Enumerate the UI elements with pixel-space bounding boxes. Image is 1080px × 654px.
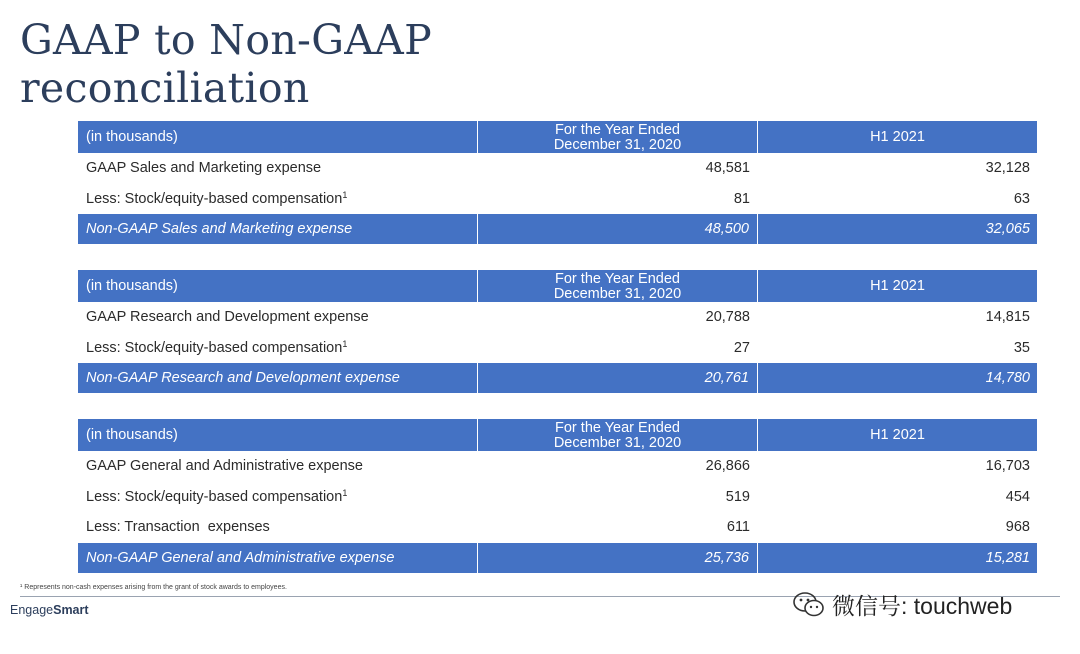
row-value-h1-2021: 16,703 — [985, 458, 1030, 475]
title-line-2: reconciliation — [20, 64, 310, 112]
header-units-label: (in thousands) — [78, 270, 478, 302]
header-year-ended-line1: For the Year Ended — [555, 419, 680, 436]
row-label-cell — [78, 488, 478, 505]
row-value-2020: 26,866 — [705, 458, 750, 475]
header-year-ended-line1: For the Year Ended — [555, 270, 680, 287]
footnote-marker: 1 — [342, 488, 348, 499]
header-h1-2021: H1 2021 — [870, 278, 925, 294]
row-label: GAAP Research and Development expense — [86, 309, 369, 326]
total-value-2020: 25,736 — [478, 543, 758, 573]
row-label: Less: Stock/equity-based compensation — [86, 340, 343, 357]
row-label: Less: Stock/equity-based compensation — [86, 489, 343, 506]
row-label-cell — [78, 190, 478, 207]
total-label: Non-GAAP Sales and Marketing expense — [78, 214, 478, 244]
table-row — [78, 512, 1037, 543]
total-row — [78, 363, 1037, 393]
header-year-ended-line1: For the Year Ended — [555, 121, 680, 138]
header-h1-2021: H1 2021 — [870, 129, 925, 145]
header-units-label: (in thousands) — [78, 121, 478, 153]
row-value-h1-2021: 63 — [1013, 190, 1030, 207]
row-label: Less: Transaction expenses — [86, 519, 270, 536]
table-header — [78, 270, 1037, 302]
title-line-1: GAAP to Non-GAAP — [20, 16, 432, 64]
row-value-2020: 611 — [726, 519, 750, 536]
table-row — [78, 184, 1037, 215]
brand-part-2: Smart — [53, 603, 89, 617]
header-year-ended-line2: December 31, 2020 — [553, 285, 682, 302]
header-year-ended-line2: December 31, 2020 — [553, 434, 682, 451]
total-value-h1-2021: 14,780 — [985, 370, 1030, 386]
row-value-h1-2021: 32,128 — [985, 160, 1030, 177]
row-label: Less: Stock/equity-based compensation — [86, 191, 343, 208]
row-value-2020: 27 — [733, 339, 750, 356]
table-row — [78, 302, 1037, 333]
header-units-label: (in thousands) — [78, 419, 478, 451]
row-value-h1-2021: 968 — [1005, 519, 1030, 536]
total-value-2020: 20,761 — [478, 363, 758, 393]
table-header — [78, 419, 1037, 451]
row-value-2020: 48,581 — [705, 160, 750, 177]
total-row — [78, 543, 1037, 573]
wechat-watermark — [792, 588, 1012, 621]
table-row — [78, 451, 1037, 482]
footnote: ¹ Represents non-cash expenses arising from the grant of stock awards to employees. — [20, 584, 287, 591]
row-value-2020: 20,788 — [705, 309, 750, 326]
reconciliation-table-general-administrative — [78, 419, 1037, 573]
header-year-ended — [478, 121, 758, 153]
watermark-text: 微信号: touchweb — [832, 593, 1013, 619]
brand-part-1: Engage — [10, 603, 54, 617]
row-label: GAAP Sales and Marketing expense — [86, 160, 322, 177]
footnote-marker: 1 — [342, 190, 348, 201]
total-label: Non-GAAP General and Administrative expense — [78, 543, 478, 573]
total-label: Non-GAAP Research and Development expense — [78, 363, 478, 393]
row-label-cell — [78, 339, 478, 356]
row-value-2020: 519 — [725, 488, 750, 505]
row-value-h1-2021: 454 — [1005, 488, 1030, 505]
header-year-ended — [478, 270, 758, 302]
reconciliation-table-sales-marketing — [78, 121, 1037, 244]
page-title — [20, 16, 432, 112]
table-row — [78, 482, 1037, 513]
reconciliation-table-research-development — [78, 270, 1037, 393]
total-row — [78, 214, 1037, 244]
total-value-h1-2021: 32,065 — [985, 221, 1030, 237]
footnote-marker: 1 — [342, 339, 348, 350]
table-header — [78, 121, 1037, 153]
row-value-h1-2021: 35 — [1013, 339, 1030, 356]
header-h1-2021: H1 2021 — [870, 427, 925, 443]
table-row — [78, 333, 1037, 364]
brand-logo — [10, 603, 89, 617]
row-value-2020: 81 — [733, 190, 750, 207]
row-label: GAAP General and Administrative expense — [86, 458, 364, 475]
total-value-h1-2021: 15,281 — [985, 549, 1030, 566]
table-row — [78, 153, 1037, 184]
header-year-ended — [478, 419, 758, 451]
wechat-icon — [792, 590, 826, 620]
row-value-h1-2021: 14,815 — [985, 309, 1030, 326]
total-value-2020: 48,500 — [478, 214, 758, 244]
header-year-ended-line2: December 31, 2020 — [553, 136, 682, 153]
